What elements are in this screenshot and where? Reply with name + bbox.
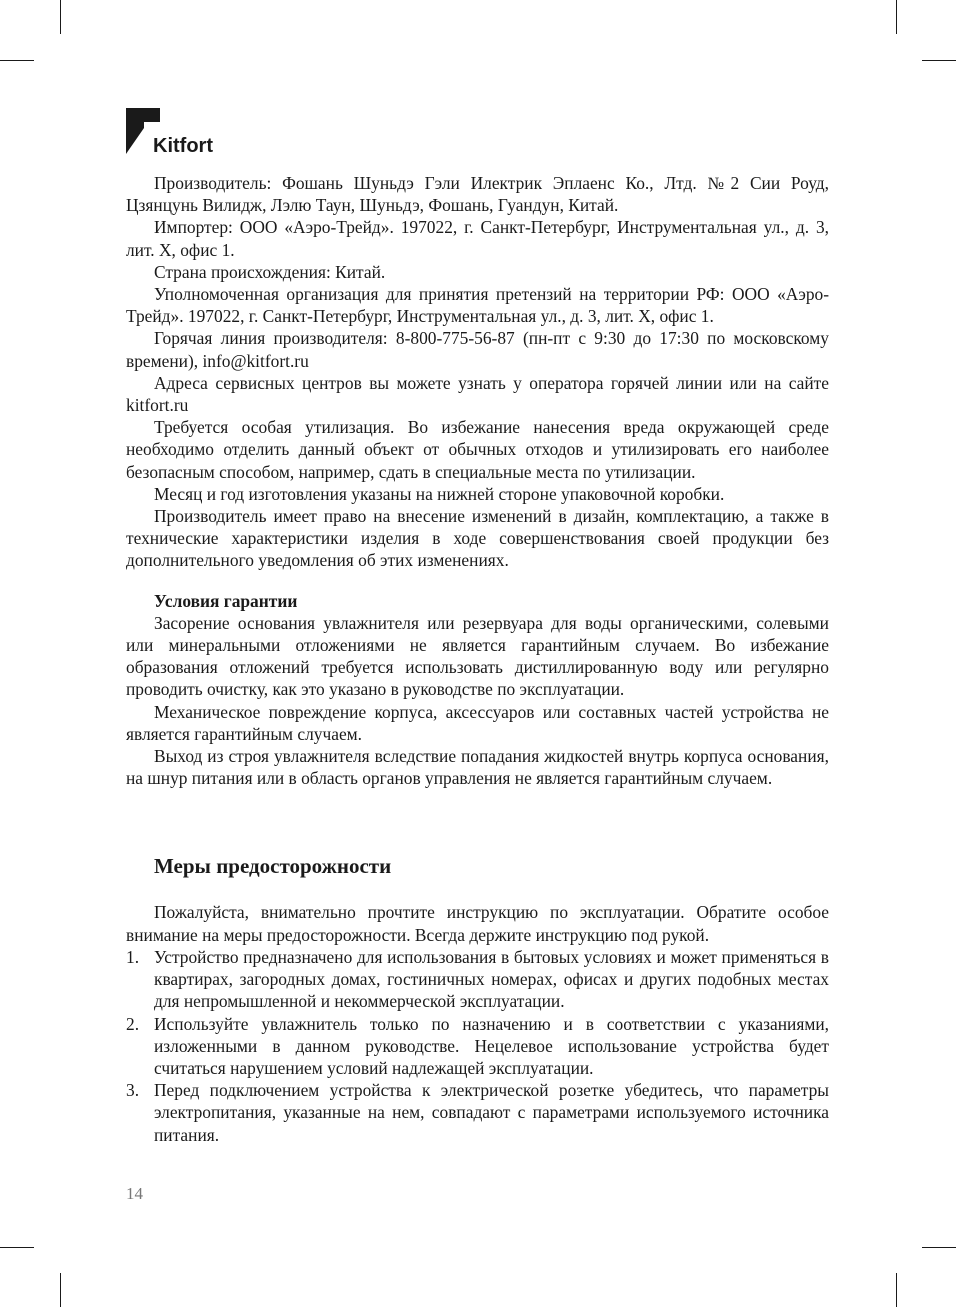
safety-section-title: Меры предосторожности <box>154 854 392 879</box>
crop-mark <box>922 1247 956 1248</box>
crop-mark <box>922 60 956 61</box>
crop-mark <box>896 1273 897 1307</box>
page-number: 14 <box>126 1184 143 1203</box>
document-body <box>126 172 829 1146</box>
safety-intro: Пожалуйста, внимательно прочтите инструкцию по эксплуатации. Обратите особое внимание на меры предосторожности. Всегда держите инструкцию под рукой. <box>126 902 829 945</box>
paragraph: Месяц и год изготовления указаны на нижней стороне упаковочной коробки. <box>154 483 725 504</box>
safety-list <box>126 946 829 1146</box>
warranty-paragraph: Механическое повреждение корпуса, аксессуаров или составных частей устройства не является гарантийным случаем. <box>126 701 829 744</box>
warranty-paragraph: Выход из строя увлажнителя вследствие попадания жидкостей внутрь корпуса основания, на шнур питания или в область органов управления не является гарантийным случаем. <box>126 746 829 789</box>
list-item <box>126 1079 829 1146</box>
list-item-text: Перед подключением устройства к электрической розетке убедитесь, что параметры электропитания, указанные на нем, совпадают с параметрами используемого источника питания. <box>154 1080 829 1145</box>
list-item-number: 1. <box>126 946 140 967</box>
paragraph: Производитель имеет право на внесение изменений в дизайн, комплектацию, а также в технические характеристики изделия в ходе совершенствования своей продукции без дополнительного уведомления об этих изменениях. <box>126 506 829 571</box>
paragraph: Уполномоченная организация для принятия претензий на территории РФ: ООО «Аэро-Трейд». 197022, г. Санкт-Петербург, Инструментальная ул., д. 3, лит. Х, офис 1. <box>126 284 829 327</box>
paragraph: Страна происхождения: Китай. <box>154 261 386 282</box>
kitfort-logo <box>126 108 246 158</box>
list-item-number: 2. <box>126 1013 140 1034</box>
crop-mark <box>0 60 34 61</box>
list-item-text: Устройство предназначено для использования в бытовых условиях и может применяться в квартирах, загородных домах, гостиничных номерах, офисах и других подобных местах для непромышленной и некоммерческой эксплуатации. <box>154 946 829 1012</box>
paragraph: Импортер: ООО «Аэро-Трейд». 197022, г. Санкт-Петербург, Инструментальная ул., д. 3, лит. Х, офис 1. <box>126 217 829 260</box>
paragraph: Горячая линия производителя: 8-800-775-56-87 (пн-пт с 9:30 до 17:30 по московскому времени), info@kitfort.ru <box>126 328 829 371</box>
paragraph: Адреса сервисных центров вы можете узнать у оператора горячей линии или на сайте kitfort.ru <box>126 372 829 416</box>
warranty-heading: Условия гарантии <box>154 590 298 611</box>
crop-mark <box>60 1273 61 1307</box>
spacer <box>126 572 829 590</box>
brand-name: Kitfort <box>153 135 213 157</box>
list-item <box>126 1013 829 1080</box>
list-item <box>126 946 829 1013</box>
list-item-number: 3. <box>126 1080 140 1101</box>
crop-mark <box>0 1247 34 1248</box>
spacer <box>126 879 829 901</box>
crop-mark <box>60 0 61 34</box>
crop-mark <box>896 0 897 34</box>
warranty-paragraph: Засорение основания увлажнителя или резервуара для воды органическими, солевыми или минеральными отложениями не является гарантийным случаем. Во избежание образования отложений требуется использовать дистиллированную воду или регулярно проводить очистку, как это указано в руководстве по эксплуатации. <box>126 612 829 700</box>
list-item-text: Используйте увлажнитель только по назначению и в соответствии с указаниями, изложенными в данном руководстве. Нецелевое использование устройства будет считаться нарушением условий надлежащей эксплуатации. <box>154 1013 829 1078</box>
spacer <box>126 789 829 853</box>
paragraph: Требуется особая утилизация. Во избежание нанесения вреда окружающей среде необходимо отделить данный объект от обычных отходов и утилизировать его наиболее безопасным способом, например, сдать в специальные места по утилизации. <box>126 417 829 482</box>
paragraph: Производитель: Фошань Шуньдэ Гэли Илектрик Эплаенс Ко., Лтд. №2 Сии Роуд, Цзянцунь Вилидж, Лэлю Таун, Шуньдэ, Фошань, Гуандун, Китай. <box>126 173 829 216</box>
